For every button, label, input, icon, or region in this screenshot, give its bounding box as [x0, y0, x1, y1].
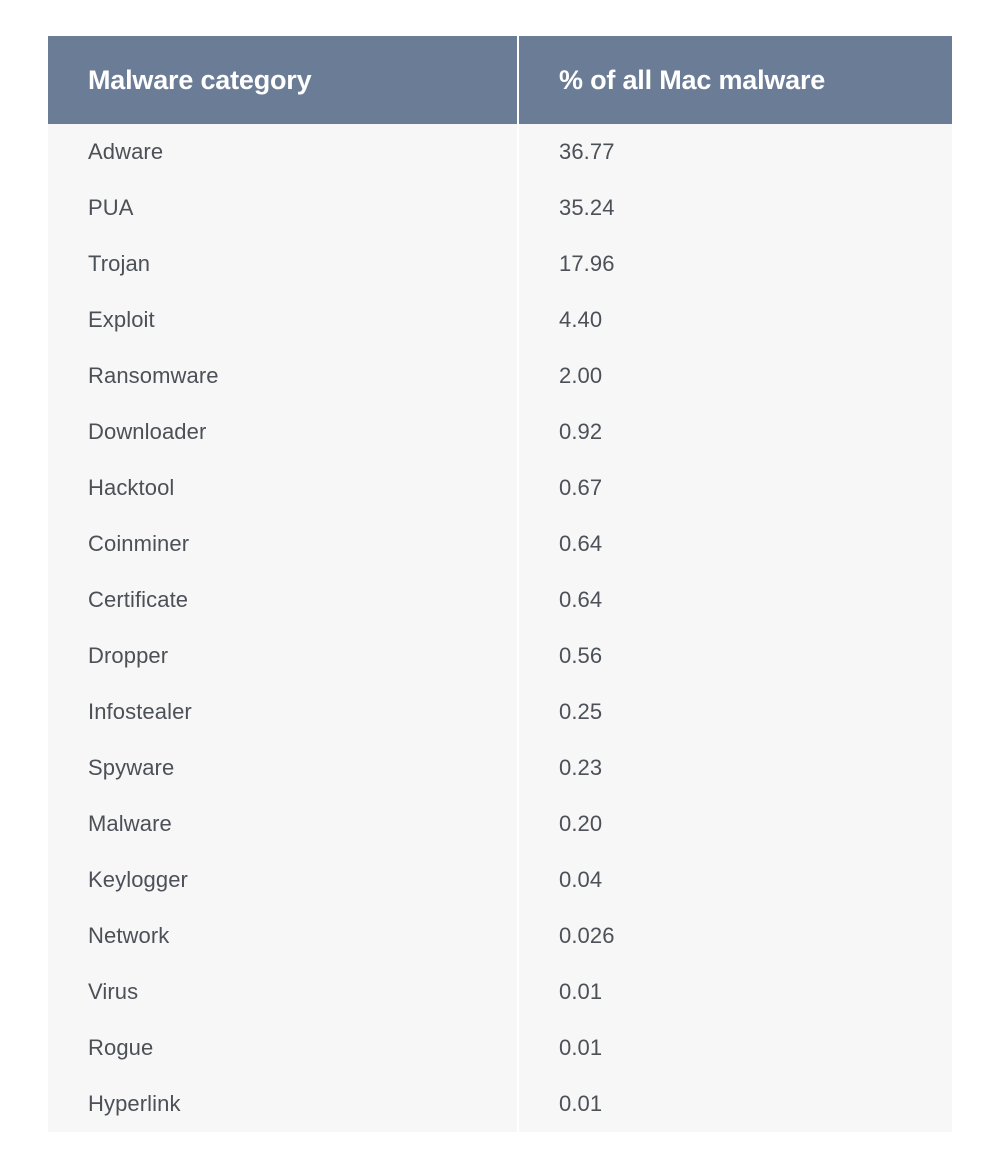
cell-category: Hacktool	[48, 460, 518, 516]
cell-percent: 0.20	[518, 796, 952, 852]
table-row	[48, 1076, 952, 1132]
cell-percent: 0.92	[518, 404, 952, 460]
cell-percent: 0.67	[518, 460, 952, 516]
table-body	[48, 124, 952, 1132]
table-row	[48, 460, 952, 516]
cell-percent: 17.96	[518, 236, 952, 292]
cell-category: Certificate	[48, 572, 518, 628]
cell-category: Adware	[48, 124, 518, 180]
cell-category: Keylogger	[48, 852, 518, 908]
table-row	[48, 236, 952, 292]
cell-percent: 0.01	[518, 1076, 952, 1132]
cell-category: Exploit	[48, 292, 518, 348]
cell-percent: 35.24	[518, 180, 952, 236]
table-header-row	[48, 36, 952, 124]
table-row	[48, 516, 952, 572]
cell-percent: 4.40	[518, 292, 952, 348]
cell-percent: 0.64	[518, 572, 952, 628]
cell-category: Network	[48, 908, 518, 964]
table-row	[48, 964, 952, 1020]
cell-category: Downloader	[48, 404, 518, 460]
table-row	[48, 124, 952, 180]
cell-percent: 0.56	[518, 628, 952, 684]
table-row	[48, 348, 952, 404]
cell-percent: 36.77	[518, 124, 952, 180]
cell-percent: 0.01	[518, 1020, 952, 1076]
table-row	[48, 404, 952, 460]
column-header-category: Malware category	[48, 36, 518, 124]
cell-category: Trojan	[48, 236, 518, 292]
cell-percent: 0.026	[518, 908, 952, 964]
cell-category: PUA	[48, 180, 518, 236]
table-row	[48, 1020, 952, 1076]
table-row	[48, 740, 952, 796]
table-row	[48, 796, 952, 852]
cell-category: Ransomware	[48, 348, 518, 404]
cell-category: Malware	[48, 796, 518, 852]
table-row	[48, 852, 952, 908]
cell-category: Virus	[48, 964, 518, 1020]
table-row	[48, 180, 952, 236]
table-row	[48, 684, 952, 740]
cell-category: Hyperlink	[48, 1076, 518, 1132]
cell-category: Infostealer	[48, 684, 518, 740]
cell-percent: 0.01	[518, 964, 952, 1020]
cell-category: Dropper	[48, 628, 518, 684]
cell-percent: 0.64	[518, 516, 952, 572]
table-row	[48, 908, 952, 964]
table-header	[48, 36, 952, 124]
table-row	[48, 572, 952, 628]
cell-percent: 2.00	[518, 348, 952, 404]
cell-category: Spyware	[48, 740, 518, 796]
cell-percent: 0.04	[518, 852, 952, 908]
table-row	[48, 628, 952, 684]
column-header-percent: % of all Mac malware	[518, 36, 952, 124]
table-row	[48, 292, 952, 348]
cell-percent: 0.23	[518, 740, 952, 796]
cell-percent: 0.25	[518, 684, 952, 740]
cell-category: Rogue	[48, 1020, 518, 1076]
cell-category: Coinminer	[48, 516, 518, 572]
malware-category-table	[48, 36, 952, 1132]
